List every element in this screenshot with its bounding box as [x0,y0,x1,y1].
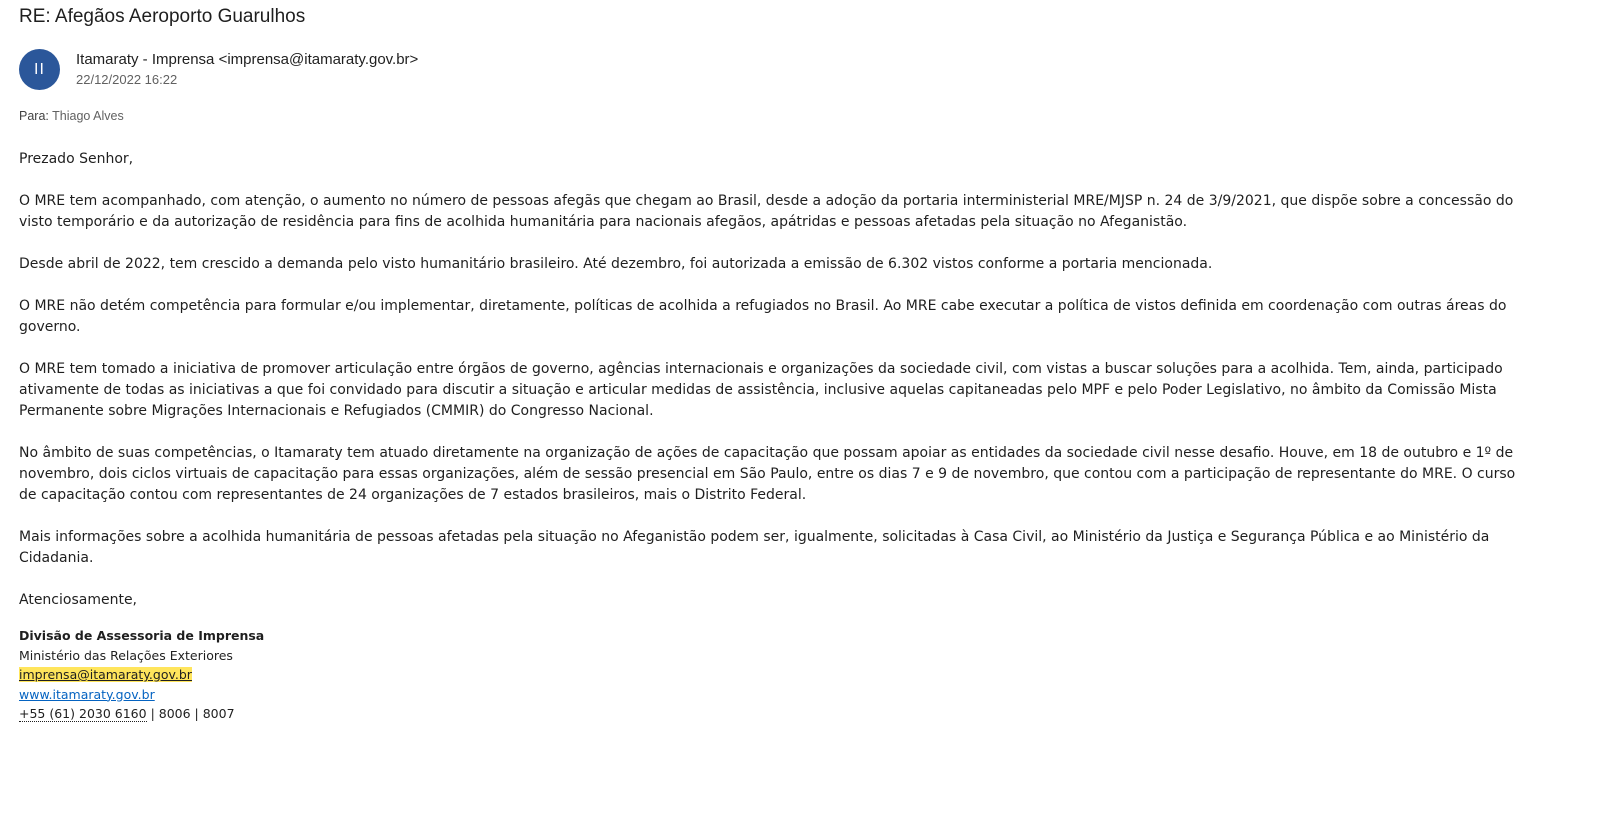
signature-email-link[interactable]: imprensa@itamaraty.gov.br [19,667,192,682]
body-paragraph: Desde abril de 2022, tem crescido a demanda pelo visto humanitário brasileiro. Até dezembro, foi autorizada a emissão de 6.302 vistos conforme a portaria mencionada. [19,256,1213,272]
recipient-name[interactable]: Thiago Alves [52,109,124,123]
signature-block [19,626,264,724]
signature-website-link[interactable]: www.itamaraty.gov.br [19,686,155,702]
body-paragraph: No âmbito de suas competências, o Itamaraty tem atuado diretamente na organização de ações de capacitação que possam apoiar as entidades da sociedade civil nesse desafio. Houve, em 18 de outubro e 1º de novembro, dois ciclos virtuais de capacitação para essas organizações, além de sessão presencial em São Paulo, entre os dias 7 e 9 de novembro, que contou com a participação de representante do MRE. O curso de capacitação contou com representantes de 24 organizações de 7 estados brasileiros, mais o Distrito Federal. [19,445,1516,503]
sender-name[interactable]: Itamaraty - Imprensa [76,51,215,68]
closing: Atenciosamente, [19,592,138,608]
recipients-line [19,108,124,125]
sender-line[interactable] [76,50,418,70]
greeting: Prezado Senhor, [19,151,134,167]
signature-extensions: | 8006 | 8007 [146,706,235,721]
email-timestamp: 22/12/2022 16:22 [76,72,178,87]
signature-ministry: Ministério das Relações Exteriores [19,647,233,663]
body-paragraph: O MRE tem tomado a iniciativa de promover articulação entre órgãos de governo, agências internacionais e organizações da sociedade civil, com vistas a buscar soluções para a acolhida. Tem, ainda, participado ativamente de todas as iniciativas a que foi convidado para discutir a situação e articular medidas de assistência, inclusive aquelas capitaneadas pelo MPF e pelo Poder Legislativo, no âmbito da Comissão Mista Permanente sobre Migrações Internacionais e Refugiados (CMMIR) do Congresso Nacional. [19,361,1503,419]
signature-phone-link[interactable]: +55 (61) 2030 6160 [19,706,147,721]
body-paragraph: Mais informações sobre a acolhida humanitária de pessoas afetadas pela situação no Afeganistão podem ser, igualmente, solicitadas à Casa Civil, ao Ministério da Justiça e Segurança Pública e ao Ministério da Cidadania. [19,529,1490,566]
to-label: Para: [19,109,49,123]
body-paragraph: O MRE não detém competência para formular e/ou implementar, diretamente, políticas de acolhida a refugiados no Brasil. Ao MRE cabe executar a política de vistos definida em coordenação com outras áreas do governo. [19,298,1507,335]
sender-address[interactable]: <imprensa@itamaraty.gov.br> [218,51,419,68]
email-subject: RE: Afegãos Aeroporto Guarulhos [19,6,306,27]
signature-phone-line [19,704,264,724]
sender-avatar[interactable]: II [19,49,60,90]
email-body [19,149,1529,632]
signature-division: Divisão de Assessoria de Imprensa [19,628,265,643]
body-paragraph: O MRE tem acompanhado, com atenção, o aumento no número de pessoas afegãs que chegam ao Brasil, desde a adoção da portaria interministerial MRE/MJSP n. 24 de 3/9/2021, que dispõe sobre a concessão do visto temporário e da autorização de residência para fins de acolhida humanitária para nacionais afegãos, apátridas e pessoas afetadas pela situação no Afeganistão. [19,193,1514,230]
